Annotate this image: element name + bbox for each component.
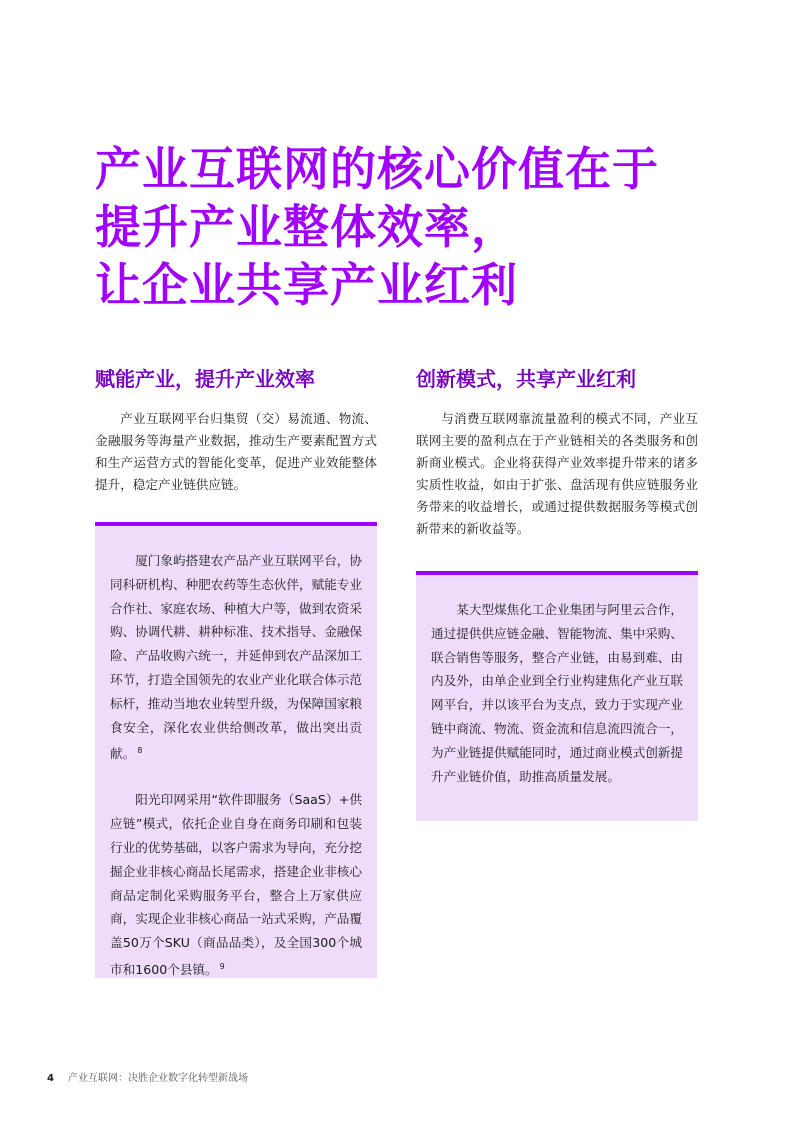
case-xiangyu-text: 厦门象屿搭建农产品产业互联网平台，协同科研机构、种肥农药等生态伙伴，赋能专业合作社、家庭农场、种植大户等，做到农资采购、协调代耕、耕种标准、技术指导、金融保险、产品收购六统一，并延伸到农产品深加工环节，打造全国领先的农业产业化联合体示范标杆，推动当地农业转型升级，为保障国家粮食安全，深化农业供给侧改革，做出突出贡献。: [110, 553, 362, 762]
page-number: 4: [47, 1073, 54, 1084]
right-case-box: [416, 571, 698, 821]
title-line-1: 产业互联网的核心价值在于: [95, 142, 659, 196]
footnote-ref-9: 9: [219, 961, 225, 971]
case-coal-chemical-paragraph: 某大型煤焦化工企业集团与阿里云合作，通过提供供应链金融、智能物流、集中采购、联合销售等服务，整合产业链，由易到难、由内及外，由单企业到全行业构建焦化产业互联网平台，并以该平台为支点，致力于实现产业链中商流、物流、资金流和信息流四流合一，为产业链提供赋能同时，通过商业模式创新提升产业链价值，助推高质量发展。: [431, 602, 683, 784]
case-xiangyu-paragraph: [110, 549, 362, 766]
right-intro-paragraph: 与消费互联网靠流量盈利的模式不同，产业互联网主要的盈利点在于产业链相关的各类服务和创新商业模式。企业将获得产业效率提升带来的诸多实质性收益，如由于扩张、盘活现有供应链服务业务带来的收益增长，或通过提供数据服务等模式创新带来的新收益等。: [416, 411, 698, 536]
left-case-box: [95, 522, 377, 978]
left-intro-paragraph: 产业互联网平台归集贸（交）易流通、物流、金融服务等海量产业数据，推动生产要素配置方式和生产运营方式的智能化变革，促进产业效能整体提升，稳定产业链供应链。: [95, 411, 377, 492]
footer-report-title: 产业互联网：决胜企业数字化转型新战场: [67, 1073, 248, 1084]
title-line-2: 提升产业整体效率，: [95, 200, 518, 254]
case-sunprint-text: 阳光印网采用“软件即服务（SaaS）+供应链”模式，依托企业自身在商务印刷和包装行业的优势基础，以客户需求为导向，充分挖掘企业非核心商品长尾需求，搭建企业非核心商品定制化采购服务平台，整合上万家供应商，实现企业非核心商品一站式采购，产品覆盖50万个SKU（商品品类），及全国300个城市和1600个县镇。: [110, 792, 362, 978]
right-section-heading: 创新模式，共享产业红利: [416, 367, 636, 391]
title-line-3: 让企业共享产业红利: [95, 258, 518, 312]
footnote-ref-8: 8: [137, 746, 143, 756]
case-sunprint-paragraph: [110, 788, 362, 982]
left-section-heading: 赋能产业，提升产业效率: [95, 367, 315, 391]
page-title: [95, 140, 735, 314]
page-footer: [47, 1069, 248, 1084]
